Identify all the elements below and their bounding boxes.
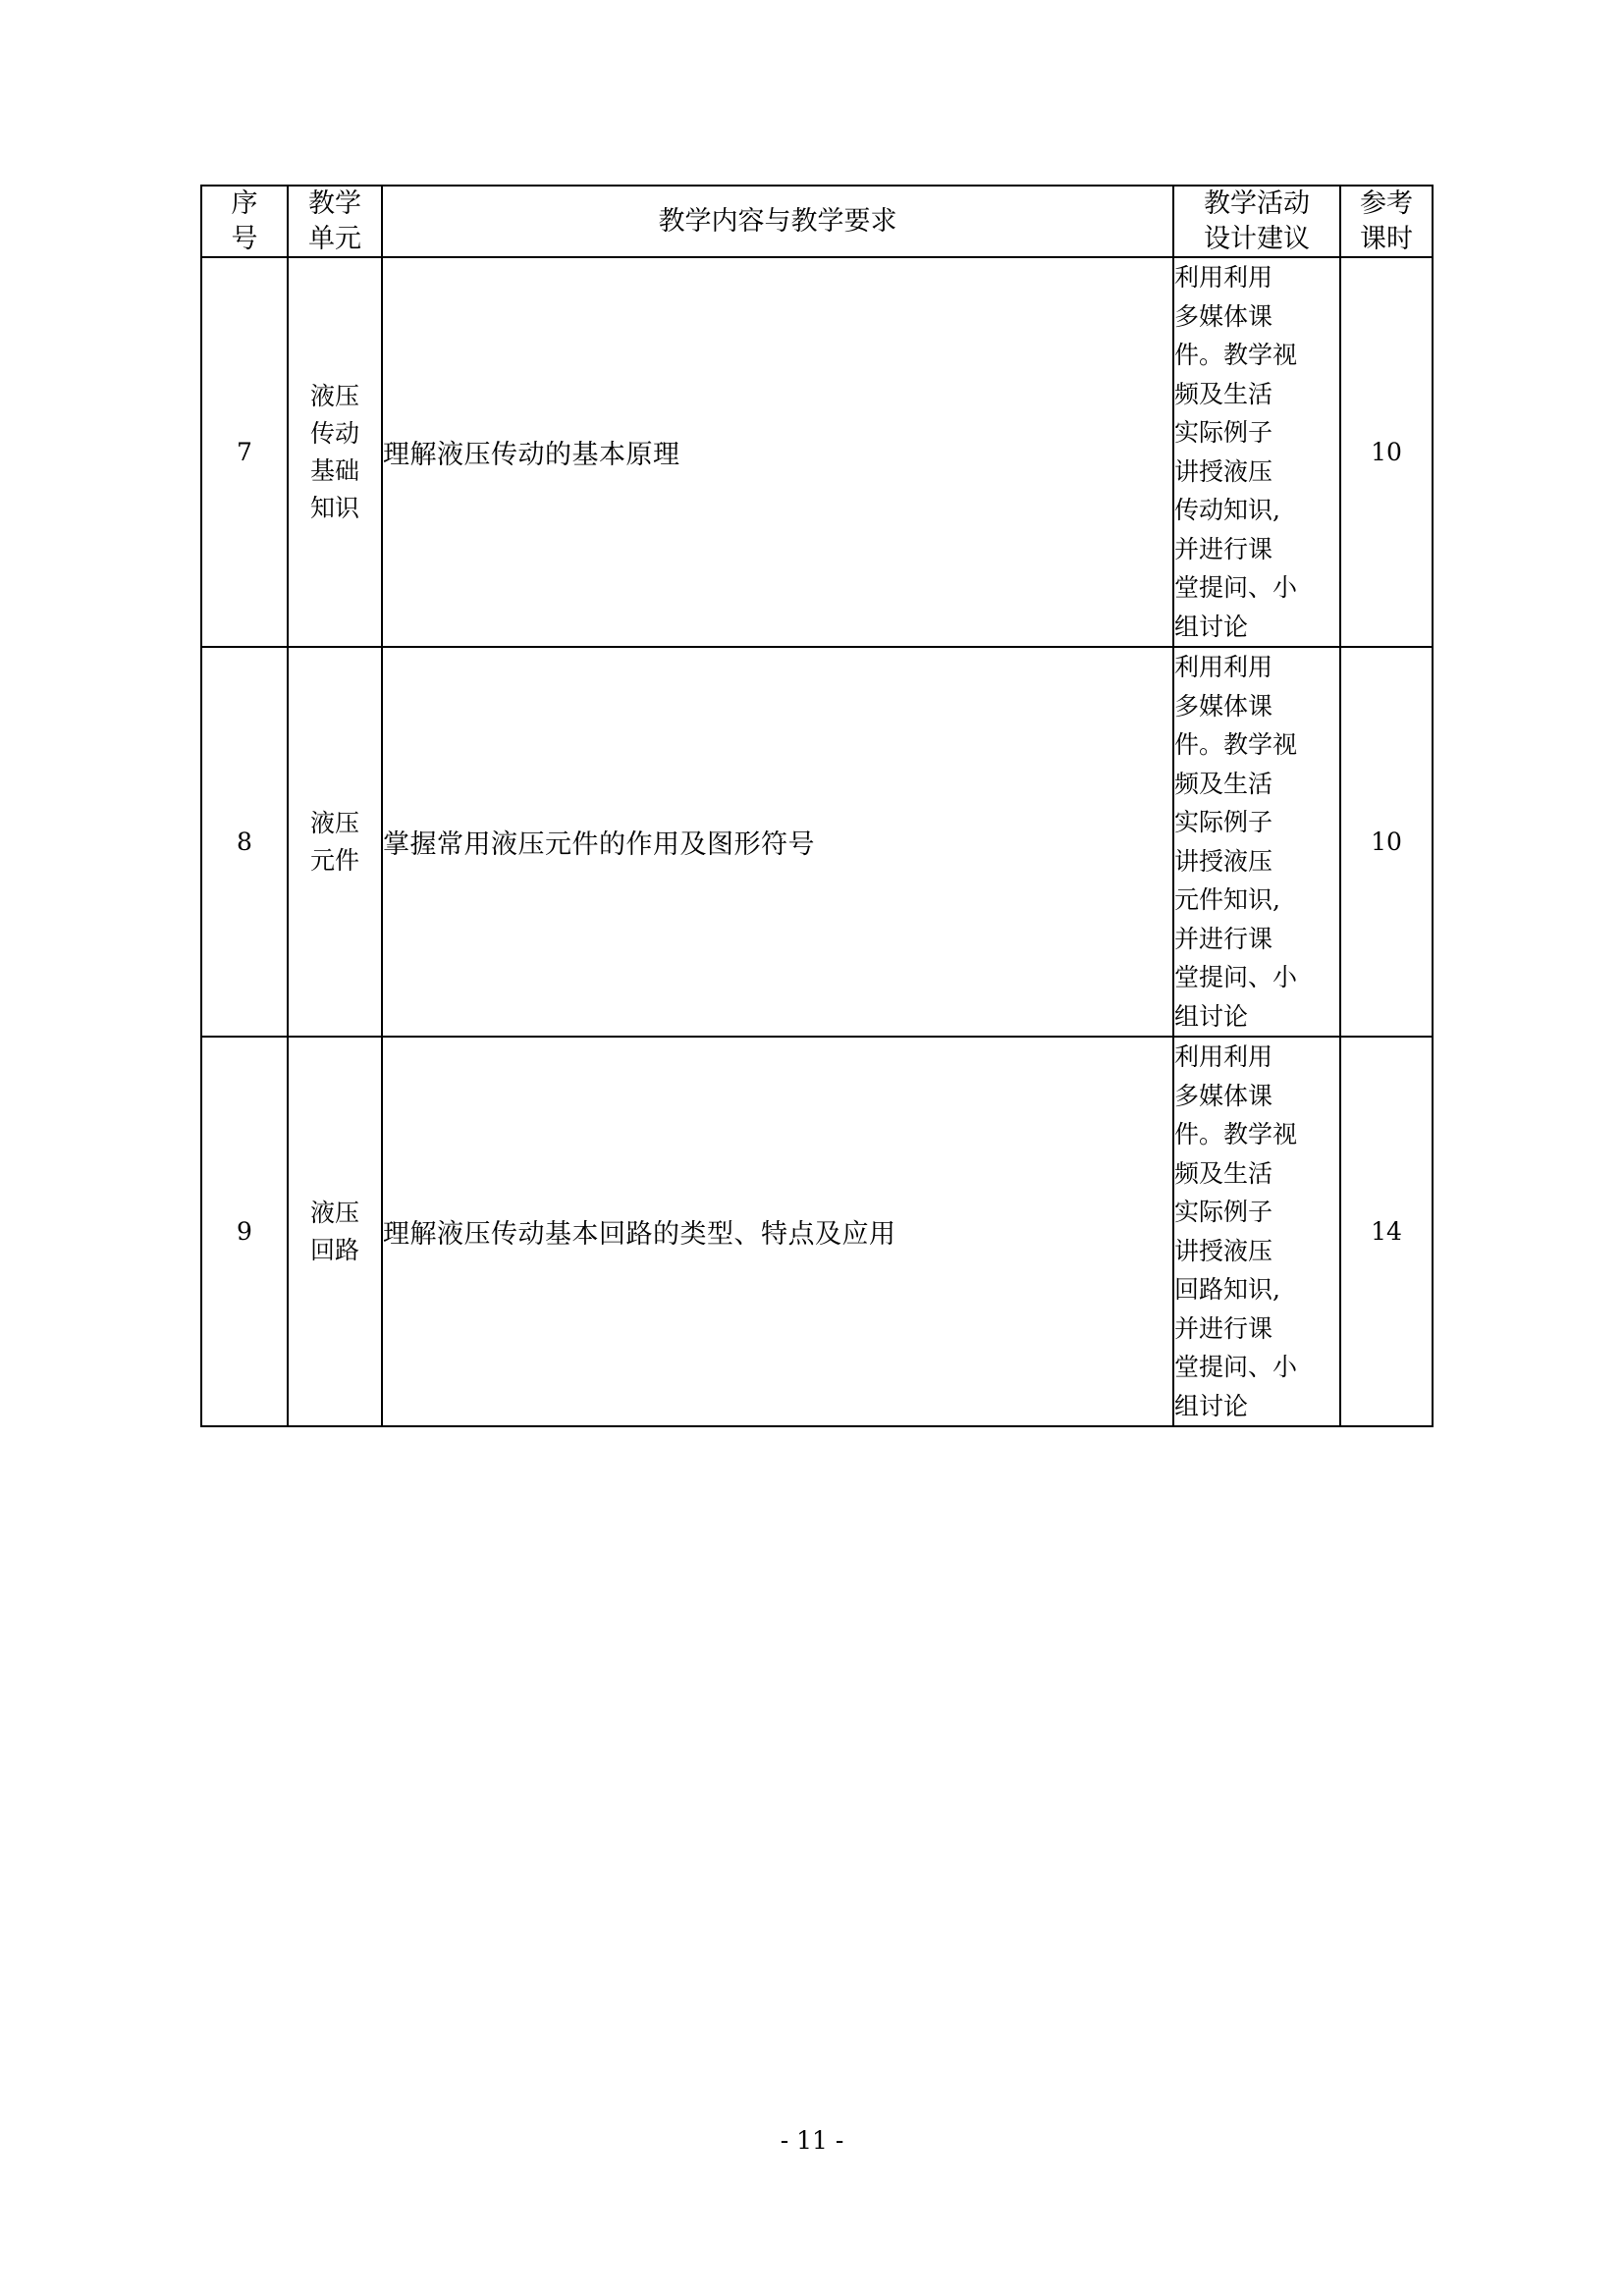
row-hours: 14 <box>1340 1037 1433 1426</box>
row-unit <box>288 257 382 647</box>
row-activity-line: 讲授液压 <box>1174 846 1273 876</box>
row-unit-line: 液压 <box>309 1198 359 1227</box>
row-activity-line: 组讨论 <box>1174 612 1249 641</box>
row-activity <box>1173 1037 1340 1426</box>
row-content: 理解液压传动的基本原理 <box>382 257 1173 647</box>
header-hours-line1: 参考 <box>1360 188 1413 219</box>
row-activity <box>1173 647 1340 1037</box>
header-hours <box>1340 186 1433 257</box>
row-activity-line: 件。教学视 <box>1174 341 1298 370</box>
row-activity-line: 多媒体课 <box>1174 301 1273 331</box>
row-unit <box>288 647 382 1037</box>
row-unit-line: 回路 <box>309 1235 359 1264</box>
row-content: 理解液压传动基本回路的类型、特点及应用 <box>382 1037 1173 1426</box>
row-unit-line: 传动 <box>309 418 359 448</box>
row-activity-line: 堂提问、小 <box>1174 573 1298 603</box>
row-unit-line: 知识 <box>309 493 359 522</box>
row-activity-line: 堂提问、小 <box>1174 963 1298 992</box>
table-row <box>201 1037 1433 1426</box>
row-no: 7 <box>201 257 288 647</box>
row-activity-line: 利用利用 <box>1174 1042 1273 1072</box>
header-activity <box>1173 186 1340 257</box>
header-activity-line2: 设计建议 <box>1204 223 1310 254</box>
row-activity-line: 并进行课 <box>1174 1313 1273 1343</box>
row-activity-line: 频及生活 <box>1174 1158 1273 1188</box>
page-number: - 11 - <box>780 2126 844 2155</box>
header-no <box>201 186 288 257</box>
row-activity-line: 并进行课 <box>1174 534 1273 563</box>
row-no: 8 <box>201 647 288 1037</box>
row-no: 9 <box>201 1037 288 1426</box>
header-hours-line2: 课时 <box>1360 223 1413 254</box>
row-unit-line: 液压 <box>309 808 359 837</box>
row-activity <box>1173 257 1340 647</box>
row-activity-line: 件。教学视 <box>1174 1120 1298 1149</box>
row-activity-line: 回路知识, <box>1174 1275 1280 1305</box>
header-unit-line1: 教学 <box>308 188 361 219</box>
row-activity-line: 实际例子 <box>1174 808 1273 837</box>
table-row <box>201 647 1433 1037</box>
row-activity-line: 组讨论 <box>1174 1001 1249 1031</box>
teaching-plan-table <box>200 185 1434 1427</box>
row-activity-line: 频及生活 <box>1174 379 1273 408</box>
row-activity-line: 堂提问、小 <box>1174 1353 1298 1382</box>
row-activity-line: 讲授液压 <box>1174 1236 1273 1265</box>
row-activity-line: 元件知识, <box>1174 885 1280 915</box>
row-activity-line: 多媒体课 <box>1174 691 1273 721</box>
row-activity-line: 件。教学视 <box>1174 730 1298 760</box>
header-no-line1: 序 <box>231 188 258 219</box>
row-activity-line: 传动知识, <box>1174 496 1280 525</box>
row-activity-line: 讲授液压 <box>1174 456 1273 486</box>
row-unit-line: 基础 <box>309 455 359 485</box>
row-activity-line: 并进行课 <box>1174 924 1273 953</box>
row-activity-line: 实际例子 <box>1174 418 1273 448</box>
row-activity-line: 多媒体课 <box>1174 1081 1273 1110</box>
table-header-row <box>201 186 1433 257</box>
row-content: 掌握常用液压元件的作用及图形符号 <box>382 647 1173 1037</box>
row-activity-line: 实际例子 <box>1174 1198 1273 1227</box>
header-activity-line1: 教学活动 <box>1204 188 1310 219</box>
header-no-line2: 号 <box>231 223 258 254</box>
table-row <box>201 257 1433 647</box>
header-content: 教学内容与教学要求 <box>382 186 1173 257</box>
row-activity-line: 利用利用 <box>1174 263 1273 293</box>
row-unit-line: 液压 <box>309 381 359 410</box>
row-activity-line: 频及生活 <box>1174 769 1273 798</box>
row-activity-line: 利用利用 <box>1174 653 1273 682</box>
row-activity-line: 组讨论 <box>1174 1391 1249 1420</box>
row-hours: 10 <box>1340 647 1433 1037</box>
header-unit <box>288 186 382 257</box>
header-unit-line2: 单元 <box>308 223 361 254</box>
row-hours: 10 <box>1340 257 1433 647</box>
row-unit-line: 元件 <box>309 845 359 875</box>
row-unit <box>288 1037 382 1426</box>
